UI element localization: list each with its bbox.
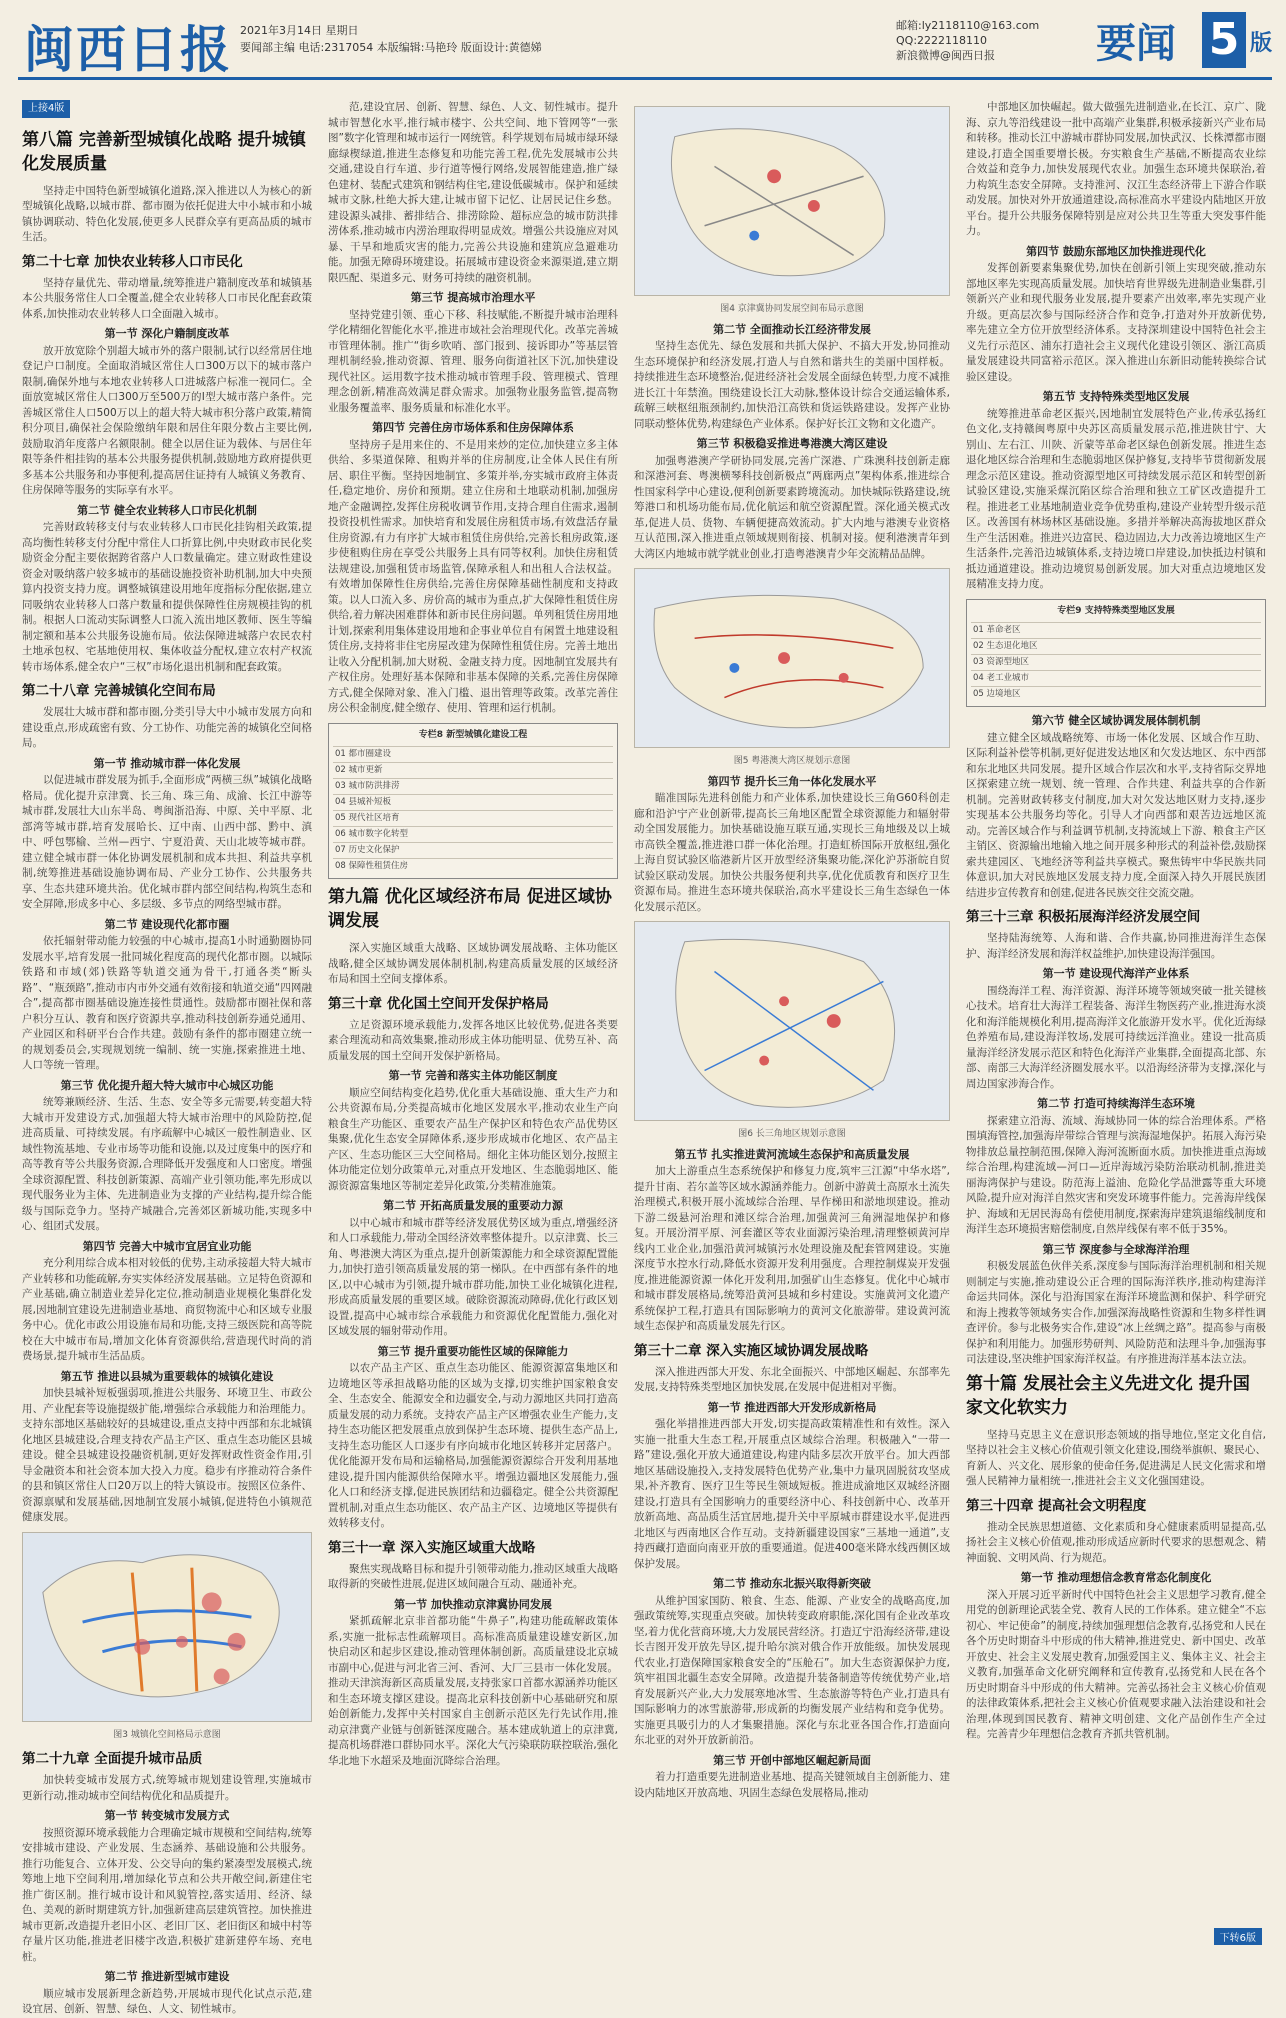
section-title: 第二节 推动东北振兴取得新突破 bbox=[713, 1577, 871, 1590]
section-title: 第四节 鼓励东部地区加快推进现代化 bbox=[1026, 244, 1206, 258]
figure-caption: 图5 粤港澳大湾区规划示意图 bbox=[733, 756, 851, 766]
paragraph: 放开放宽除个别超大城市外的落户限制,试行以经常居住地登记户口制度。全面取消城区常住人口300万以下的城市落户限制,确保外地与本地农业转移人口进城落户标准一视同仁。全面放宽城区常住人口300万至500万的I型大城市落户条件。完善城区常住人口500万以上的超大特大城市积分落户政策,精简积分项目,确保社会保险缴纳年限和居住年限分数占主要比例,鼓励取消年度落户名额限制。健全以居住证为载体、与居住年限等条件相挂钩的基本公共服务提供机制,鼓励地方政府提供更多基本公共服务和办事便利,提高居住证持有人城镇义务教育、住房保障等服务的实际享有水平。 bbox=[22, 344, 312, 496]
figure-caption: 图6 长三角地区规划示意图 bbox=[738, 1129, 846, 1139]
email: 邮箱:ly2118110@163.com bbox=[896, 19, 1040, 32]
section-title: 第五节 推进以县城为重要载体的城镇化建设 bbox=[60, 1369, 274, 1383]
section-title: 第五节 支持特殊类型地区发展 bbox=[1042, 390, 1190, 403]
section-title: 第三节 提升重要功能性区域的保障能力 bbox=[377, 1344, 569, 1358]
part8-title: 第八篇 完善新型城镇化战略 提升城镇化发展质量 bbox=[22, 129, 306, 174]
issue-date: 2021年3月14日 星期日 bbox=[240, 24, 359, 37]
feature-box-row: 04 县城补短板 bbox=[333, 794, 613, 810]
paragraph: 统筹推进革命老区振兴,因地制宜发展特色产业,传承弘扬红色文化,支持赣闽粤原中央苏区高质量发展示范,推进陕甘宁、大别山、左右江、川陕、沂蒙等革命老区绿色创新发展。推进生态退化地区综合治理和生态脆弱地区保护修复,支持毕节贯彻新发展理念示范区建设。推动资源型地区可持续发展示范区和转型创新试验区建设,实施采煤沉陷区综合治理和独立工矿区改造提升工程。推进老工业基地制造业竞争优势重构,建设产业转型升级示范区。改善国有林场林区基础设施。多措并举解决高海拔地区群众生产生活困难。推进兴边富民、稳边固边,大力改善边境地区生产生活条件,完善沿边城镇体系,支持边境口岸建设,加快抵边村镇和抵边通道建设。推动边境贸易创新发展。加大对重点边境地区发展精准支持力度。 bbox=[966, 407, 1266, 590]
section-title: 第一节 完善和落实主体功能区制度 bbox=[388, 1069, 558, 1082]
column-1 bbox=[22, 100, 312, 2015]
paragraph: 加快县城补短板强弱项,推进公共服务、环境卫生、市政公用、产业配套等设施提级扩能,增强综合承载能力和治理能力。支持东部地区基础较好的县城建设,重点支持中西部和东北城镇化地区县城建设,合理支持农产品主产区、重点生态功能区县城建设。健全县城建设投融资机制,更好发挥财政性资金作用,引导金融资本和社会资本加大投入力度。稳步有序推动符合条件的县和镇区常住人口20万以上的特大镇设市。按照区位条件、资源禀赋和发展基础,因地制宜发展小城镇,促进特色小镇规范健康发展。 bbox=[22, 1387, 312, 1523]
feature-box-row: 01 革命老区 bbox=[971, 622, 1261, 638]
map-graphic bbox=[635, 107, 949, 295]
feature-box-row: 04 老工业城市 bbox=[971, 670, 1261, 686]
chapter31-title: 第三十一章 深入实施区域重大战略 bbox=[328, 1539, 536, 1556]
section-title: 第二节 建设现代化都市圈 bbox=[104, 917, 230, 931]
map-graphic bbox=[23, 1533, 311, 1721]
column-2 bbox=[328, 100, 618, 1940]
section-title: 第六节 健全区域协调发展体制机制 bbox=[1031, 714, 1201, 727]
paragraph: 推动全民族思想道德、文化素质和身心健康素质明显提高,弘扬社会主义核心价值观,推动形成适应新时代要求的思想观念、精神面貌、文明风尚、行为规范。 bbox=[966, 1520, 1266, 1564]
section-name: 要闻 bbox=[1096, 20, 1176, 67]
feature-box-row: 07 历史文化保护 bbox=[333, 842, 613, 858]
section-title: 第三节 深度参与全球海洋治理 bbox=[1042, 1242, 1190, 1256]
section-title: 第二节 打造可持续海洋生态环境 bbox=[1037, 1097, 1195, 1110]
page-suffix: 版 bbox=[1250, 31, 1273, 56]
figure-caption: 图4 京津冀协同发展空间布局示意图 bbox=[720, 304, 864, 314]
section-title: 第三节 积极稳妥推进粤港澳大湾区建设 bbox=[696, 437, 888, 450]
continued-badge: 上接4版 bbox=[22, 100, 70, 118]
paragraph: 以农产品主产区、重点生态功能区、能源资源富集地区和边境地区等承担战略功能的区域为支撑,切实维护国家粮食安全、生态安全、能源安全和边疆安全,与动力源地区共同打造高质量发展的动力系统。支持农产品主产区增强农业生产能力,支持生态功能区把发展重点放到保护生态环境、提供生态产品上,支持生态功能区人口逐步有序向城市化地区转移并定居落户。优化能源开发布局和运输格局,加强能源资源综合开发利用基地建设,提升国内能源供给保障水平。增强边疆地区发展能力,强化人口和经济支撑,促进民族团结和边疆稳定。健全公共资源配置机制,对重点生态功能区、农产品主产区、边境地区等提供有效转移支付。 bbox=[328, 1362, 618, 1529]
section-title: 第二节 推进新型城市建设 bbox=[104, 1970, 230, 1983]
paragraph: 坚持房子是用来住的、不是用来炒的定位,加快建立多主体供给、多渠道保障、租购并举的住房制度,让全体人民住有所居、职住平衡。坚持因地制宜、多策并举,夯实城市政府主体责任,稳定地价、房价和预期。建立住房和土地联动机制,加强房地产金融调控,发挥住房税收调节作用,支持合理自住需求,遏制投资投机性需求。加快培育和发展住房租赁市场,有效盘活存量住房资源,有力有序扩大城市租赁住房供给,完善长租房政策,逐步使租购住房在享受公共服务上具有同等权利。加快住房租赁法规建设,加强租赁市场监管,保障承租人和出租人合法权益。有效增加保障性住房供给,完善住房保障基础性制度和支持政策。以人口流入多、房价高的城市为重点,扩大保障性租赁住房供给,着力解决困难群体和新市民住房问题。单列租赁住房用地计划,探索利用集体建设用地和企事业单位自有闲置土地建设租赁住房,支持将非住宅房屋改建为保障性租赁住房。完善土地出让收入分配机制,加大财税、金融支持力度。因地制宜发展共有产权住房。处理好基本保障和非基本保障的关系,完善住房保障方式,健全保障对象、准入门槛、退出管理等政策。改革完善住房公积金制度,健全缴存、使用、管理和运行机制。 bbox=[328, 438, 618, 714]
paragraph: 顺应空间结构变化趋势,优化重大基础设施、重大生产力和公共资源布局,分类提高城市化地区发展水平,推动农业生产向粮食生产功能区、重要农产品生产保护区和特色农产品优势区集聚,优化生态安全屏障体系,逐步形成城市化地区、农产品主产区、生态功能区三大空间格局。细化主体功能区划分,按照主体功能定位划分政策单元,对重点开发地区、生态脆弱地区、能源资源富集地区等制定差异化政策,分类精准施策。 bbox=[328, 1086, 618, 1192]
paragraph: 坚持生态优先、绿色发展和共抓大保护、不搞大开发,协同推动生态环境保护和经济发展,打造人与自然和谐共生的美丽中国样板。持续推进生态环境整治,促进经济社会发展全面绿色转型,力度不减推进长江十年禁渔。围绕建设长江大动脉,整体设计综合交通运输体系,疏解三峡枢纽瓶颈制约,加快沿江高铁和货运铁路建设。发挥产业协同联动整体优势,构建绿色产业体系。保护好长江文物和文化遗产。 bbox=[634, 340, 950, 430]
paragraph: 着力打造重要先进制造业基地、提高关键领域自主创新能力、建设内陆地区开放高地、巩固生态绿色发展格局,推动 bbox=[634, 1771, 950, 1799]
paragraph: 强化举措推进西部大开发,切实提高政策精准性和有效性。深入实施一批重大生态工程,开展重点区域综合治理。积极融入“一带一路”建设,强化开放大通道建设,构建内陆多层次开放平台。加大西部地区基础设施投入,支持发展特色优势产业,集中力量巩固脱贫攻坚成果,补齐教育、医疗卫生等民生领域短板。推进成渝地区双城经济圈建设,打造具有全国影响力的重要经济中心、科技创新中心、改革开放新高地、高品质生活宜居地,提升关中平原城市群建设水平,促进西北地区与西南地区合作互动。支持新疆建设国家“三基地一通道”,支持西藏打造面向南亚开放的重要通道。促进400毫米降水线西侧区域保护发展。 bbox=[634, 1418, 950, 1570]
section-title: 第五节 扎实推进黄河流域生态保护和高质量发展 bbox=[674, 1147, 910, 1161]
figure-gba-map bbox=[634, 568, 950, 748]
part9-title: 第九篇 优化区域经济布局 促进区域协调发展 bbox=[328, 887, 612, 931]
feature-box-row: 02 生态退化地区 bbox=[971, 638, 1261, 654]
section-title: 第一节 加快推动京津冀协同发展 bbox=[394, 1597, 552, 1611]
paragraph: 探索建立沿海、流域、海域协同一体的综合治理体系。严格围填海管控,加强海岸带综合管理与滨海湿地保护。拓展入海污染物排放总量控制范围,保障入海河流断面水质。加快推进重点海域综合治理,构建流域—河口—近岸海域污染防治联动机制,推进美丽海湾保护与建设。防范海上溢油、危险化学品泄露等重大环境风险,提升应对海洋自然灾害和突发环境事件能力。完善海岸线保护、海域和无居民海岛有偿使用制度,探索海岸建筑退缩线制度和海洋生态环境损害赔偿制度,自然岸线保有率不低于35%。 bbox=[966, 1114, 1266, 1235]
feature-box-row: 03 资源型地区 bbox=[971, 654, 1261, 670]
map-graphic bbox=[635, 922, 949, 1120]
paragraph: 坚持走中国特色新型城镇化道路,深入推进以人为核心的新型城镇化战略,以城市群、都市圈为依托促进大中小城市和小城镇协调联动、特色化发展,使更多人民群众享有更高品质的城市生活。 bbox=[22, 184, 312, 243]
paragraph: 聚焦实现战略目标和提升引领带动能力,推动区域重大战略取得新的突破性进展,促进区域间融合互动、融通补充。 bbox=[328, 1562, 618, 1590]
continued-next-page: 下转6版 bbox=[1214, 1928, 1262, 1945]
qq: QQ:2222118110 bbox=[896, 34, 988, 47]
section-title: 第三节 优化提升超大特大城市中心城区功能 bbox=[60, 1078, 274, 1092]
paragraph: 立足资源环境承载能力,发挥各地区比较优势,促进各类要素合理流动和高效集聚,推动形成主体功能明显、优势互补、高质量发展的国土空间开发保护新格局。 bbox=[328, 1018, 618, 1062]
section-title: 第二节 开拓高质量发展的重要动力源 bbox=[383, 1199, 563, 1212]
chapter32-title: 第三十二章 深入实施区域协调发展战略 bbox=[634, 1342, 869, 1359]
paragraph: 加强粤港澳产学研协同发展,完善广深港、广珠澳科技创新走廊和深港河套、粤澳横琴科技创新极点“两廊两点”架构体系,推进综合性国家科学中心建设,便利创新要素跨境流动。加快城际铁路建设,统筹港口和机场功能布局,优化航运和航空资源配置。深化通关模式改革,促进人员、货物、车辆便捷高效流动。扩大内地与港澳专业资格互认范围,深入推进重点领域规则衔接、机制对接。便利港澳青年到大湾区内地城市就学就业创业,打造粤港澳青少年交流精品品牌。 bbox=[634, 454, 950, 560]
feature-box-title: 专栏8 新型城镇化建设工程 bbox=[418, 729, 528, 740]
section-title: 第一节 建设现代海洋产业体系 bbox=[1042, 967, 1190, 980]
section-title: 第一节 推进西部大开发形成新格局 bbox=[707, 1400, 877, 1414]
newspaper-logo: 闽西日报 bbox=[24, 20, 232, 79]
paragraph: 顺应城市发展新理念新趋势,开展城市现代化试点示范,建设宜居、创新、智慧、绿色、人文、韧性城市。 bbox=[22, 1987, 312, 2015]
section-title: 第三节 提高城市治理水平 bbox=[410, 291, 536, 304]
paragraph: 依托辐射带动能力较强的中心城市,提高1小时通勤圈协同发展水平,培育发展一批同城化程度高的现代化都市圈。以城际铁路和市域(郊)铁路等轨道交通为骨干,打通各类“断头路”、“瓶颈路”,推动市内市外交通有效衔接和轨道交通“四网融合”,提高都市圈基础设施连接性贯通性。鼓励都市圈社保和落户积分互认、教育和医疗资源共享,推动科技创新券通兑通用、产业园区和科研平台合作共建。鼓励有条件的都市圈建立统一的规划委员会,实现规划统一编制、统一实施,探索推进土地、人口等统一管理。 bbox=[22, 935, 312, 1071]
paragraph: 充分利用综合成本相对较低的优势,主动承接超大特大城市产业转移和功能疏解,夯实实体经济发展基础。立足特色资源和产业基础,确立制造业差异化定位,推动制造业规模化集群化发展,因地制宜建设先进制造业基地、商贸物流中心和区域专业服务中心。优化市政公用设施布局和功能,支持三级医院和高等院校在大中城市布局,增加文化体育资源供给,营造现代时尚的消费场景,提升城市生活品质。 bbox=[22, 1257, 312, 1362]
paragraph: 深入开展习近平新时代中国特色社会主义思想学习教育,健全用党的创新理论武装全党、教育人民的工作体系。建立健全“不忘初心、牢记使命”的制度,持续加强理想信念教育,弘扬党和人民在各个历史时期奋斗中形成的伟大精神,推进党史、新中国史、改革开放史、社会主义发展史教育,加强爱国主义、集体主义、社会主义教育,加强革命文化研究阐释和宣传教育,弘扬党和人民在各个历史时期奋斗中形成的伟大精神。完善弘扬社会主义核心价值观的法律政策体系,把社会主义核心价值观要求融入法治建设和社会治理,体现到国民教育、精神文明创建、文化产品创作生产全过程。完善青少年理想信念教育齐抓共管机制。 bbox=[966, 1588, 1266, 1740]
editor-line: 要闻部主编 电话:2317054 本版编辑:马艳玲 版面设计:黄德娣 bbox=[240, 41, 542, 54]
weibo: 新浪微博@闽西日报 bbox=[896, 49, 995, 62]
contact-info bbox=[896, 18, 1039, 63]
figure-yrd-map bbox=[634, 921, 950, 1121]
paragraph: 瞄准国际先进科创能力和产业体系,加快建设长三角G60科创走廊和沿沪宁产业创新带,提高长三角地区配置全球资源能力和辐射带动全国发展能力。加快基础设施互联互通,实现长三角地级及以上城市高铁全覆盖,推进港口群一体化治理。打造虹桥国际开放枢纽,强化上海自贸试验区临港新片区开放型经济集聚功能,深化沪苏浙皖自贸试验区联动发展。加快公共服务便利共享,优化优质教育和医疗卫生资源布局。推进生态环境共保联治,高水平建设长三角生态绿色一体化发展示范区。 bbox=[634, 792, 950, 913]
paragraph: 发展壮大城市群和都市圈,分类引导大中小城市发展方向和建设重点,形成疏密有致、分工协作、功能完善的城镇化空间格局。 bbox=[22, 706, 312, 749]
paragraph: 以中心城市和城市群等经济发展优势区域为重点,增强经济和人口承载能力,带动全国经济效率整体提升。以京津冀、长三角、粤港澳大湾区为重点,提升创新策源能力和全球资源配置能力,加快打造引领高质量发展的第一梯队。在中西部有条件的地区,以中心城市为引领,提升城市群功能,加快工业化城镇化进程,形成高质量发展的重要区域。破除资源流动障碍,优化行政区划设置,提高中心城市综合承载能力和资源优化配置能力,强化对区域发展的辐射带动作用。 bbox=[328, 1216, 618, 1337]
chapter27-title: 第二十七章 加快农业转移人口市民化 bbox=[22, 253, 243, 270]
feature-box-row: 08 保障性租赁住房 bbox=[333, 858, 613, 874]
chapter29-title: 第二十九章 全面提升城市品质 bbox=[22, 1751, 203, 1767]
section-title: 第四节 完善大中城市宜居宜业功能 bbox=[82, 1239, 252, 1253]
paragraph: 统筹兼顾经济、生活、生态、安全等多元需要,转变超大特大城市开发建设方式,加强超大特大城市治理中的风险防控,促进高质量、可持续发展。有序疏解中心城区一般性制造业、区域性物流基地、专业市场等功能和设施,以及过度集中的医疗和高等教育等公共服务资源,合理降低开发强度和人口密度。增强全球资源配置、科技创新策源、高端产业引领功能,率先形成以现代服务业为主体、先进制造业为支撑的产业结构,提升综合能级与国际竞争力。坚持产城融合,完善郊区新城功能,实现多中心、组团式发展。 bbox=[22, 1096, 312, 1232]
section-title: 第一节 深化户籍制度改革 bbox=[104, 327, 230, 340]
column-3 bbox=[634, 100, 950, 1940]
feature-box-8 bbox=[328, 723, 618, 880]
feature-box-9 bbox=[966, 599, 1266, 708]
figure-jingjinji-map bbox=[634, 106, 950, 296]
paragraph: 建立健全区域战略统筹、市场一体化发展、区域合作互助、区际利益补偿等机制,更好促进发达地区和欠发达地区、东中西部和东北地区共同发展。提升区域合作层次和水平,支持省际交界地区探索建立统一规划、统一管理、合作共建、利益共享的合作新机制。完善财政转移支付制度,加大对欠发达地区财力支持,逐步实现基本公共服务均等化。引导人才向西部和艰苦边远地区流动。完善区域合作与利益调节机制,支持流域上下游、粮食主产区主销区、资源输出地输入地之间开展多种形式的利益补偿,鼓励探索共建园区、飞地经济等利益共享模式。聚焦铸牢中华民族共同体意识,加大对民族地区发展支持力度,全面深入持久开展民族团结进步宣传教育和创建,促进各民族交往交流交融。 bbox=[966, 731, 1266, 899]
section-title: 第三节 开创中部地区崛起新局面 bbox=[713, 1753, 871, 1767]
paragraph: 加大上游重点生态系统保护和修复力度,筑牢三江源“中华水塔”,提升甘南、若尔盖等区域水源涵养能力。创新中游黄土高原水土流失治理模式,积极开展小流域综合治理、旱作梯田和淤地坝建设。推动下游二级悬河治理和滩区综合治理,加强黄河三角洲湿地保护和修复。开展汾渭平原、河套灌区等农业面源污染治理,清理整顿黄河岸线内工业企业,加强沿黄河城镇污水处理设施及配套管网建设。实施深度节水控水行动,降低水资源开发利用强度。合理控制煤炭开发强度,推进能源资源一体化开发利用,加强矿山生态修复。优化中心城市和城市群发展格局,统筹沿黄河县城和乡村建设。实施黄河文化遗产系统保护工程,打造具有国际影响力的黄河文化旅游带。建设黄河流域生态保护和高质量发展先行区。 bbox=[634, 1165, 950, 1332]
paragraph: 范,建设宜居、创新、智慧、绿色、人文、韧性城市。提升城市智慧化水平,推行城市楼宇、公共空间、地下管网等“一张图”数字化管理和城市运行一网统管。科学规划布局城市绿环绿廊绿楔绿道,推进生态修复和功能完善工程,优先发展城市公共交通,建设自行车道、步行道等慢行网络,发展智能建造,推广绿色建材、装配式建筑和钢结构住宅,建设低碳城市。保护和延续城市文脉,杜绝大拆大建,让城市留下记忆、让居民记住乡愁。建设源头减排、蓄排结合、排涝除险、超标应急的城市防洪排涝体系,推动城市内涝治理取得明显成效。增强公共设施应对风暴、干旱和地质灾害的能力,完善公共设施和建筑应急避难功能。加强无障碍环境建设。拓展城市建设资金来源渠道,建立期限匹配、渠道多元、财务可持续的融资机制。 bbox=[328, 101, 618, 284]
figure-urbanization-map bbox=[22, 1532, 312, 1722]
section-title: 第一节 推动城市群一体化发展 bbox=[93, 756, 241, 770]
feature-box-row: 01 都市圈建设 bbox=[333, 746, 613, 762]
feature-box-row: 06 城市数字化转型 bbox=[333, 826, 613, 842]
paragraph: 发挥创新要素集聚优势,加快在创新引领上实现突破,推动东部地区率先实现高质量发展。加快培育世界级先进制造业集群,引领新兴产业和现代服务业发展,提升要素产出效率,率先实现产业升级。更高层次参与国际经济合作和竞争,打造对外开放新优势,率先建立全方位开放型经济体系。支持深圳建设中国特色社会主义先行示范区、浦东打造社会主义现代化建设引领区、浙江高质量发展建设共同富裕示范区。深入推进山东新旧动能转换综合试验区建设。 bbox=[966, 262, 1266, 383]
paragraph: 从维护国家国防、粮食、生态、能源、产业安全的战略高度,加强政策统筹,实现重点突破。加快转变政府职能,深化国有企业改革攻坚,着力优化营商环境,大力发展民营经济。打造辽宁沿海经济带,建设长吉图开发开放先导区,提升哈尔滨对俄合作开放能级。加快发展现代农业,打造保障国家粮食安全的“压舱石”。加大生态资源保护力度,筑牢祖国北疆生态安全屏障。改造提升装备制造等传统优势产业,培育发展新兴产业,大力发展寒地冰雪、生态旅游等特色产业,打造具有国际影响力的冰雪旅游带,形成新的均衡发展产业结构和竞争优势。实施更具吸引力的人才集聚措施。深化与东北亚各国合作,打造面向东北亚的对外开放新前沿。 bbox=[634, 1594, 950, 1746]
paragraph: 坚持陆海统筹、人海和谐、合作共赢,协同推进海洋生态保护、海洋经济发展和海洋权益维护,加快建设海洋强国。 bbox=[966, 932, 1266, 960]
paragraph: 坚持党建引领、重心下移、科技赋能,不断提升城市治理科学化精细化智能化水平,推进市域社会治理现代化。改革完善城市管理体制。推广“街乡吹哨、部门报到、接诉即办”等基层管理机制经验,推动资源、管理、服务向街道社区下沉,加快建设现代社区。运用数字技术推动城市管理手段、管理模式、管理理念创新,精准高效满足群众需求。加强物业服务监管,提高物业服务覆盖率、服务质量和标准化水平。 bbox=[328, 308, 618, 414]
section-title: 第一节 转变城市发展方式 bbox=[104, 1809, 230, 1822]
paragraph: 加快转变城市发展方式,统筹城市规划建设管理,实施城市更新行动,推动城市空间结构优化和品质提升。 bbox=[22, 1774, 312, 1802]
paragraph: 按照资源环境承载能力合理确定城市规模和空间结构,统筹安排城市建设、产业发展、生态涵养、基础设施和公共服务。推行功能复合、立体开发、公交导向的集约紧凑型发展模式,统筹地上地下空间利用,增加绿化节点和公共开敞空间,新建住宅推广街区制。推行城市设计和风貌管控,落实适用、经济、绿色、美观的新时期建筑方针,加强新建高层建筑管控。加快推进城市更新,改造提升老旧小区、老旧厂区、老旧街区和城中村等存量片区功能,推进老旧楼宇改造,积极扩建新建停车场、充电桩。 bbox=[22, 1826, 312, 1963]
map-graphic bbox=[635, 569, 949, 747]
paragraph: 紧抓疏解北京非首都功能“牛鼻子”,构建功能疏解政策体系,实施一批标志性疏解项目。高标准高质量建设雄安新区,加快启动区和起步区建设,推动管理体制创新。高质量建设北京城市副中心,促进与河北省三河、香河、大厂三县市一体化发展。推动天津滨海新区高质量发展,支持张家口首都水源涵养功能区和生态环境支撑区建设。提高北京科技创新中心基础研究和原始创新能力,发挥中关村国家自主创新示范区先行先试作用,推动京津冀产业链与创新链深度融合。基本建成轨道上的京津冀,提高机场群港口群协同水平。深化大气污染联防联控联治,强化华北地下水超采及地面沉降综合治理。 bbox=[328, 1615, 618, 1767]
figure-caption: 图3 城镇化空间格局示意图 bbox=[113, 1729, 221, 1740]
feature-box-title: 专栏9 支持特殊类型地区发展 bbox=[1057, 605, 1175, 616]
paragraph: 积极发展蓝色伙伴关系,深度参与国际海洋治理机制和相关规则制定与实施,推动建设公正合理的国际海洋秩序,推动构建海洋命运共同体。深化与沿海国家在海洋环境监测和保护、科学研究和海上搜救等领域务实合作,加强深海战略性资源和生物多样性调查评价。参与北极务实合作,建设“冰上丝绸之路”。提高参与南极保护和利用能力。加强形势研判、风险防范和法理斗争,加强海事司法建设,坚决维护国家海洋权益。有序推进海洋基本法立法。 bbox=[966, 1260, 1266, 1365]
column-4 bbox=[966, 100, 1266, 1920]
section-title: 第四节 完善住房市场体系和住房保障体系 bbox=[372, 421, 574, 434]
section-title: 第二节 健全农业转移人口市民化机制 bbox=[77, 503, 257, 517]
chapter30-title: 第三十章 优化国土空间开发保护格局 bbox=[328, 995, 549, 1012]
feature-box-row: 02 城市更新 bbox=[333, 762, 613, 778]
part10-title: 第十篇 发展社会主义先进文化 提升国家文化软实力 bbox=[966, 1373, 1250, 1418]
paragraph: 坚持存量优先、带动增量,统筹推进户籍制度改革和城镇基本公共服务常住人口全覆盖,健全农业转移人口市民化配套政策体系,加快推动农业转移人口全面融入城市。 bbox=[22, 276, 312, 320]
paragraph: 完善财政转移支付与农业转移人口市民化挂钩相关政策,提高均衡性转移支付分配中常住人口折算比例,中央财政市民化奖励资金分配主要依据跨省落户人口数量确定。建立财政性建设资金对吸纳落户较多城市的基础设施投资补助机制,加大中央预算内投资支持力度。调整城镇建设用地年度指标分配依据,建立同吸纳农业转移人口落户数量和提供保障性住房规模挂钩的机制。根据人口流动实际调整人口流入流出地区教师、医生等编制定额和基本公共服务设施布局。依法保障进城落户农民农村土地承包权、宅基地使用权、集体收益分配权,建立农村产权流转市场体系,健全农户“三权”市场化退出机制和配套政策。 bbox=[22, 521, 312, 673]
chapter33-title: 第三十三章 积极拓展海洋经济发展空间 bbox=[966, 909, 1201, 925]
section-title: 第一节 推动理想信念教育常态化制度化 bbox=[1020, 1571, 1212, 1584]
paragraph: 深入推进西部大开发、东北全面振兴、中部地区崛起、东部率先发展,支持特殊类型地区加快发展,在发展中促进相对平衡。 bbox=[634, 1365, 950, 1393]
section-title: 第四节 提升长三角一体化发展水平 bbox=[707, 774, 877, 788]
masthead bbox=[18, 8, 1272, 80]
feature-box-row: 05 边境地区 bbox=[971, 686, 1261, 702]
paragraph: 坚持马克思主义在意识形态领域的指导地位,坚定文化自信,坚持以社会主义核心价值观引领文化建设,围绕举旗帜、聚民心、育新人、兴文化、展形象的使命任务,促进满足人民文化需求和增强人民精神力量相统一,推进社会主义文化强国建设。 bbox=[966, 1428, 1266, 1487]
paragraph: 围绕海洋工程、海洋资源、海洋环境等领域突破一批关键核心技术。培育壮大海洋工程装备、海洋生物医药产业,推进海水淡化和海洋能规模化利用,提高海洋文化旅游开发水平。优化近海绿色养殖布局,建设海洋牧场,发展可持续远洋渔业。建设一批高质量海洋经济发展示范区和特色化海洋产业集群,全面提高北部、东部、南部三大海洋经济圈发展水平。以沿海经济带为支撑,深化与周边国家涉海合作。 bbox=[966, 984, 1266, 1090]
chapter28-title: 第二十八章 完善城镇化空间布局 bbox=[22, 683, 216, 699]
chapter34-title: 第三十四章 提高社会文明程度 bbox=[966, 1497, 1147, 1514]
paragraph: 中部地区加快崛起。做大做强先进制造业,在长江、京广、陇海、京九等沿线建设一批中高端产业集群,积极承接新兴产业布局和转移。推动长江中游城市群协同发展,加快武汉、长株潭都市圈建设,打造全国重要增长极。夯实粮食生产基础,不断提高农业综合效益和竞争力,加快发展现代农业。加强生态环境共保联治,着力构筑生态安全屏障。支持淮河、汉江生态经济带上下游合作联动发展。加快对外开放通道建设,高标准高水平建设内陆地区开放平台。提升公共服务保障特别是应对公共卫生等重大突发事件能力。 bbox=[966, 101, 1266, 237]
feature-box-row: 05 现代社区培育 bbox=[333, 810, 613, 826]
issue-info bbox=[240, 22, 542, 56]
section-title: 第二节 全面推动长江经济带发展 bbox=[713, 322, 871, 336]
paragraph: 以促进城市群发展为抓手,全面形成“两横三纵”城镇化战略格局。优化提升京津冀、长三角、珠三角、成渝、长江中游等城市群,发展壮大山东半岛、粤闽浙沿海、中原、关中平原、北部湾等城市群,培育发展哈长、辽中南、山西中部、黔中、滇中、呼包鄂榆、兰州—西宁、宁夏沿黄、天山北坡等城市群。建立健全城市群一体化协调发展机制和成本共担、利益共享机制,统筹推进基础设施协调布局、产业分工协作、公共服务共享、生态共建环境共治。优化城市群内部空间结构,构筑生态和安全屏障,形成多中心、多层级、多节点的网络型城市群。 bbox=[22, 774, 312, 910]
page-number: 5 bbox=[1202, 12, 1246, 68]
feature-box-row: 03 城市防洪排涝 bbox=[333, 778, 613, 794]
paragraph: 深入实施区域重大战略、区域协调发展战略、主体功能区战略,健全区域协调发展体制机制,构建高质量发展的区域经济布局和国土空间支撑体系。 bbox=[328, 942, 618, 985]
